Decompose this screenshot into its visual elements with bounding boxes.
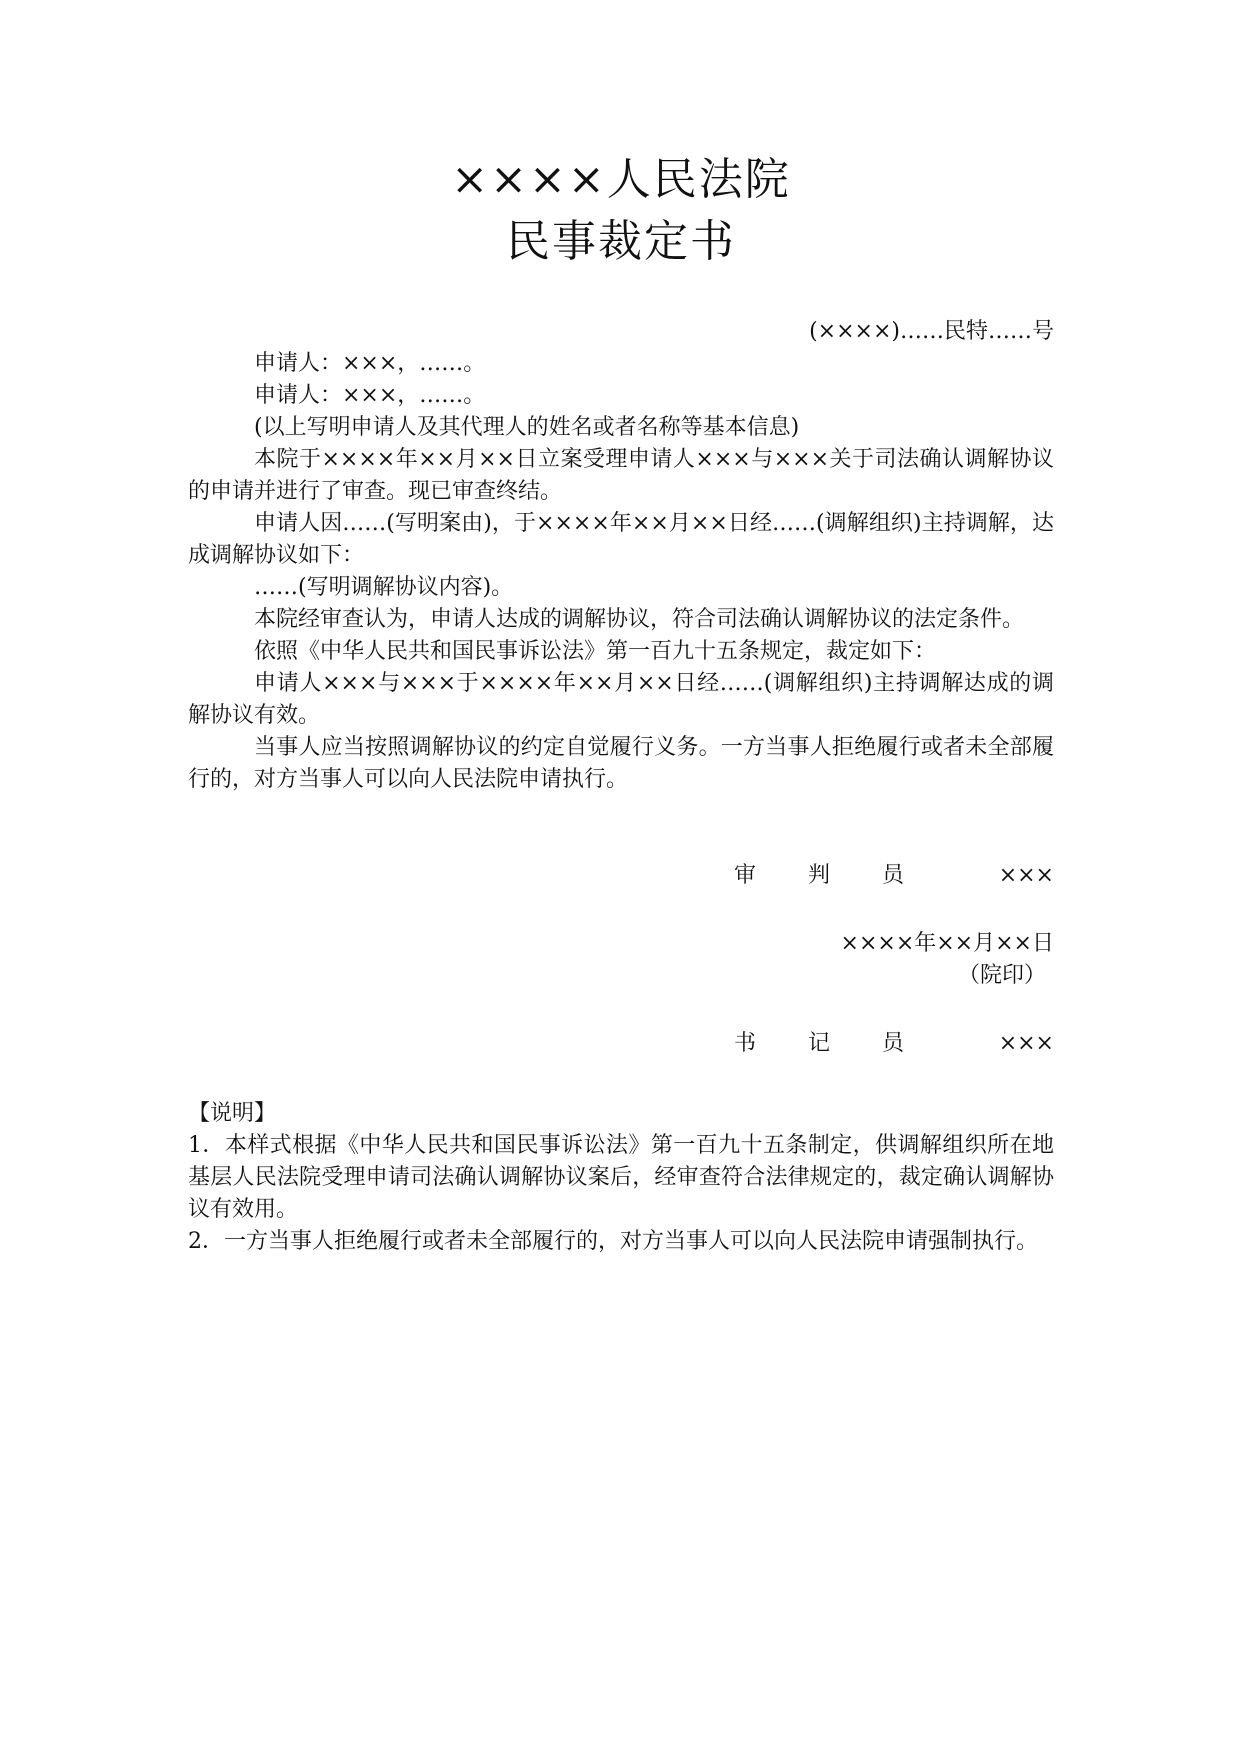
body-paragraph: ……(写明调解协议内容)。 <box>254 575 514 600</box>
body-paragraph: 申请人因……(写明案由)，于××××年××月××日经……(调解组织)主持调解，达成调解协议如下： <box>188 511 1054 568</box>
clerk-role-char: 员 <box>881 1031 904 1056</box>
notes-section <box>188 1098 1054 1258</box>
judge-role-char: 判 <box>807 863 830 888</box>
clerk-name: ××× <box>998 1031 1054 1056</box>
note-item: 2．一方当事人拒绝履行或者未全部履行的，对方当事人可以向人民法院申请强制执行。 <box>188 1229 1038 1254</box>
court-name: ××××人民法院 <box>451 154 791 205</box>
judge-role-char: 员 <box>881 863 904 888</box>
clerk-signature <box>188 1028 1054 1060</box>
ruling-date: ××××年××月××日 <box>840 931 1054 956</box>
body-paragraph: 当事人应当按照调解协议的约定自觉履行义务。一方当事人拒绝履行或者未全部履行的，对方当事人可以向人民法院申请执行。 <box>188 735 1054 792</box>
signature-block <box>188 860 1054 1060</box>
parties-note: (以上写明申请人及其代理人的姓名或者名称等基本信息) <box>254 415 800 440</box>
judge-signature <box>188 860 1054 892</box>
body-paragraph: 本院经审查认为，申请人达成的调解协议，符合司法确认调解协议的法定条件。 <box>254 607 1025 632</box>
clerk-role-char: 记 <box>807 1031 830 1056</box>
body-section <box>188 444 1054 796</box>
applicant-2: 申请人：×××，……。 <box>254 383 486 408</box>
judge-role-char: 审 <box>734 863 757 888</box>
body-paragraph: 申请人×××与×××于××××年××月××日经……(调解组织)主持调解达成的调解协议有效。 <box>188 671 1054 728</box>
case-number: (××××)……民特……号 <box>809 319 1054 344</box>
body-paragraph: 本院于××××年××月××日立案受理申请人×××与×××关于司法确认调解协议的申请并进行了审查。现已审查终结。 <box>188 447 1054 504</box>
notes-heading: 【说明】 <box>188 1101 277 1126</box>
clerk-role-char: 书 <box>734 1031 757 1056</box>
judge-role <box>734 860 904 892</box>
court-seal: （院印） <box>957 963 1046 988</box>
parties-section <box>188 348 1054 444</box>
judge-name: ××× <box>998 863 1054 888</box>
document-content <box>188 150 1054 1258</box>
body-paragraph: 依照《中华人民共和国民事诉讼法》第一百九十五条规定，裁定如下： <box>254 639 937 664</box>
document-title: 民事裁定书 <box>506 216 736 267</box>
clerk-role <box>734 1028 904 1060</box>
applicant-1: 申请人：×××，……。 <box>254 351 486 376</box>
note-item: 1．本样式根据《中华人民共和国民事诉讼法》第一百九十五条制定，供调解组织所在地基层人民法院受理申请司法确认调解协议案后，经审查符合法律规定的，裁定确认调解协议有效用。 <box>188 1133 1054 1222</box>
